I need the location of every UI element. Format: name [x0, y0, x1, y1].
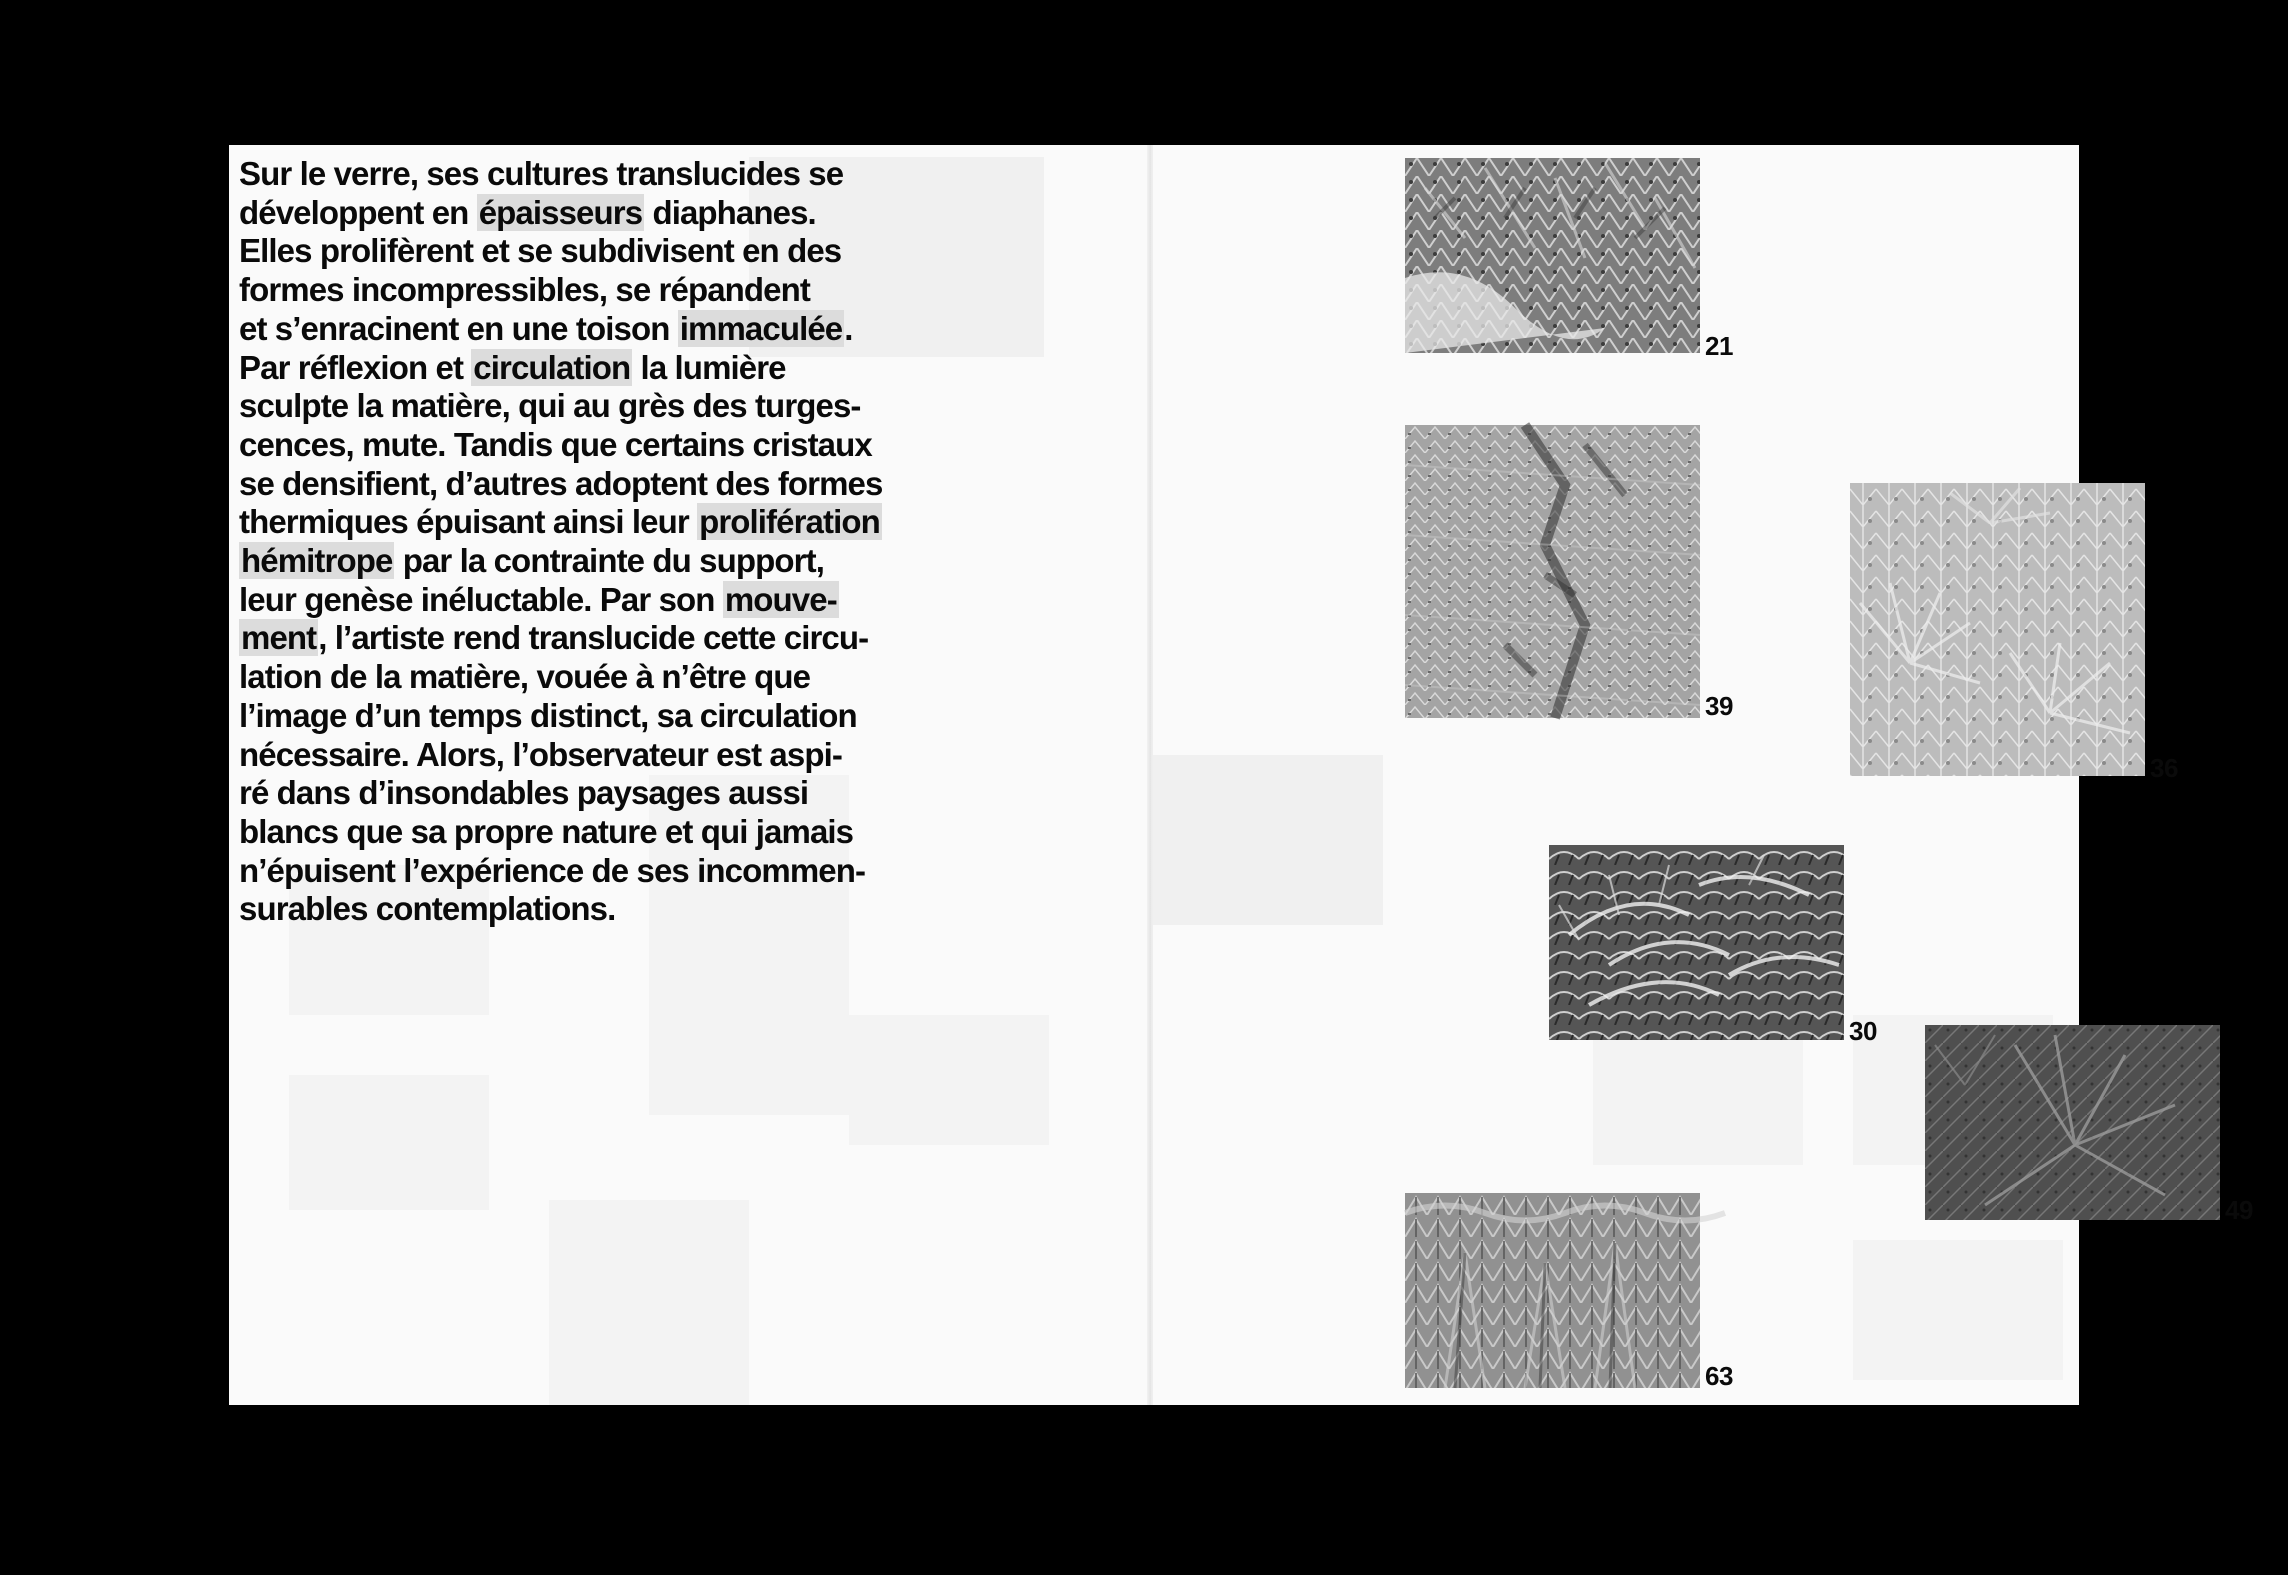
- frost-plate-photo: [1850, 483, 2145, 776]
- text-line: nécessaire. Alors, l’observateur est aspi-: [239, 735, 842, 773]
- plate-number: 30: [1849, 1016, 1877, 1046]
- text-line: diaphanes.: [644, 193, 816, 231]
- text-line: formes incompressibles, se répandent: [239, 271, 810, 309]
- plate-number: 49: [2225, 1195, 2253, 1225]
- left-page: [229, 145, 1149, 1405]
- text-line: .: [844, 309, 853, 347]
- show-through-image: [1153, 755, 1383, 925]
- text-line: Sur le verre, ses cultures translucides se: [239, 155, 844, 192]
- text-line: la lumière: [632, 348, 786, 386]
- plate-number: 63: [1705, 1361, 1733, 1391]
- text-line: cences, mute. Tandis que certains cristaux: [239, 425, 872, 463]
- text-line: lation de la matière, vouée à n’être que: [239, 658, 811, 696]
- text-line: n’épuisent l’expérience de ses incommen-: [239, 851, 866, 889]
- magazine-spread: [229, 145, 2253, 1405]
- text-line: leur genèse inéluctable. Par son: [239, 580, 723, 618]
- main-text-column: [239, 155, 959, 929]
- highlighted-word: mouve-: [724, 580, 837, 618]
- show-through-image: [289, 1075, 489, 1210]
- text-line: thermiques épuisant ainsi leur: [239, 503, 698, 541]
- text-line: par la contrainte du support,: [394, 542, 824, 580]
- frost-plate-photo: [1549, 845, 1844, 1040]
- show-through-image: [1593, 1025, 1803, 1165]
- text-line: surables contemplations.: [239, 890, 616, 928]
- show-through-image: [1853, 1240, 2063, 1380]
- frost-texture-image: [1925, 1025, 2220, 1220]
- plate-number: 39: [1705, 691, 1733, 721]
- text-line: se densifient, d’autres adoptent des formes: [239, 464, 883, 502]
- frost-plate-photo: [1405, 425, 1700, 718]
- frost-texture-image: [1549, 845, 1844, 1040]
- highlighted-word: épaisseurs: [478, 193, 643, 231]
- highlighted-word: circulation: [473, 348, 631, 386]
- highlighted-word: prolifération: [699, 503, 880, 541]
- text-line: l’image d’un temps distinct, sa circulation: [239, 696, 857, 734]
- frost-texture-image: [1405, 1193, 1700, 1388]
- frost-plate-photo: [1405, 158, 1700, 353]
- right-page: [1153, 145, 2253, 1405]
- plate-number: 21: [1705, 331, 1733, 361]
- text-line: ré dans d’insondables paysages aussi: [239, 774, 809, 812]
- frost-plate-photo: [1925, 1025, 2220, 1220]
- plate-number: 36: [2150, 753, 2178, 783]
- text-line: Elles prolifèrent et se subdivisent en des: [239, 232, 842, 270]
- frost-texture-image: [1405, 158, 1700, 353]
- highlighted-word: hémitrope: [241, 542, 393, 580]
- show-through-image: [849, 1015, 1049, 1145]
- highlighted-word: ment: [241, 619, 317, 657]
- text-line: sculpte la matière, qui au grès des turges-: [239, 387, 861, 425]
- text-line: développent en: [239, 193, 477, 231]
- text-line: , l’artiste rend translucide cette circu-: [318, 619, 869, 657]
- frost-plate-photo: [1405, 1193, 1700, 1388]
- highlighted-word: immaculée: [679, 309, 843, 347]
- text-line: et s’enracinent en une toison: [239, 309, 678, 347]
- frost-texture-image: [1405, 425, 1700, 718]
- text-line: blancs que sa propre nature et qui jamais: [239, 812, 854, 850]
- frost-texture-image: [1850, 483, 2145, 776]
- show-through-image: [549, 1200, 749, 1405]
- text-line: Par réflexion et: [239, 348, 472, 386]
